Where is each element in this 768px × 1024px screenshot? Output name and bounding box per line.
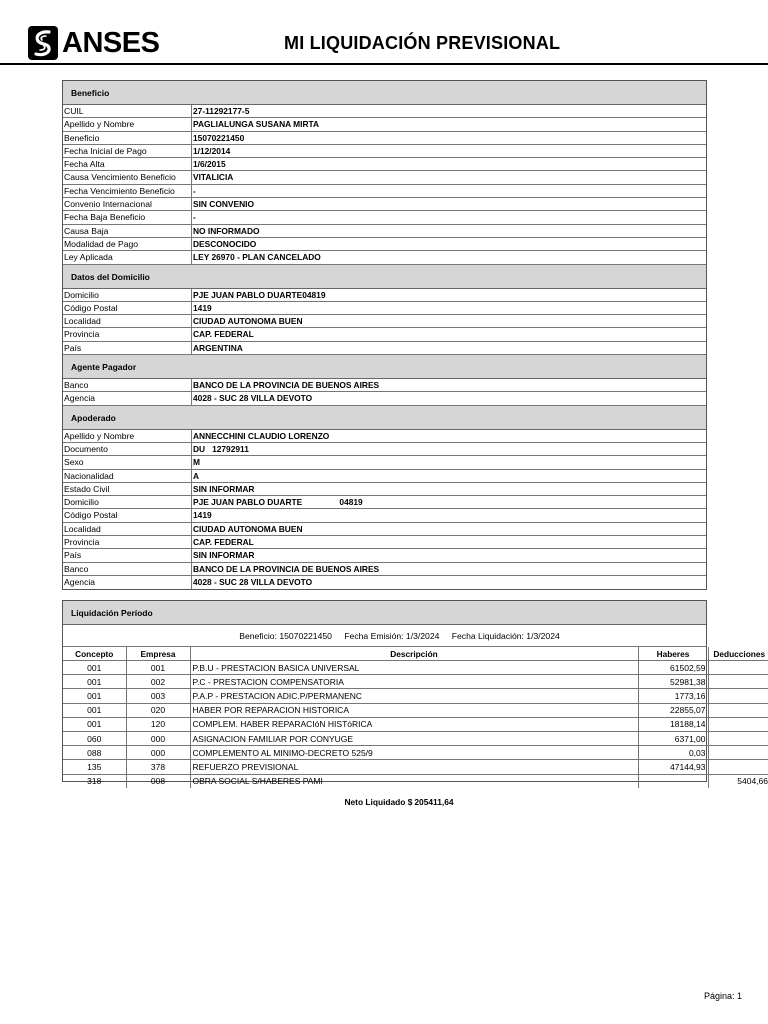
cell-haberes: 6371,00 [638,731,708,745]
cell-empresa: 020 [126,703,190,717]
field-label: Apellido y Nombre [63,118,192,130]
info-row [63,118,706,131]
cell-haberes: 22855,07 [638,703,708,717]
page-header [0,0,768,70]
cell-empresa: 378 [126,760,190,774]
table-row [63,774,768,788]
info-row [63,379,706,392]
field-label: Causa Vencimiento Beneficio [63,171,192,183]
field-label: Sexo [63,456,192,468]
info-row [63,456,706,469]
field-value: SIN CONVENIO [193,199,254,210]
info-row [63,430,706,443]
info-row [63,185,706,198]
section-header: Datos del Domicilio [63,265,706,289]
summary-fecha-emision: Fecha Emisión: 1/3/2024 [344,631,440,641]
field-label: Beneficio [63,132,192,144]
table-row [63,661,768,675]
field-value: BANCO DE LA PROVINCIA DE BUENOS AIRES [193,380,380,391]
cell-descripcion: COMPLEMENTO AL MINIMO-DECRETO 525/9 [190,746,638,760]
field-value: CIUDAD AUTONOMA BUEN [193,316,303,327]
cell-concepto: 001 [63,689,126,703]
cell-empresa: 002 [126,675,190,689]
section-header: Apoderado [63,406,706,430]
field-label: Fecha Alta [63,158,192,170]
field-value: 27-11292177-5 [193,106,250,116]
cell-deducciones [708,689,768,703]
cell-concepto: 001 [63,675,126,689]
section-header-liquidacion: Liquidación Período [63,601,706,625]
field-value: 1/12/2014 [193,145,231,156]
page-number: Página: 1 [703,991,742,1001]
cell-deducciones [708,746,768,760]
field-value: DESCONOCIDO [193,238,257,249]
info-row [63,198,706,211]
info-row [63,145,706,158]
cell-concepto: 060 [63,731,126,745]
table-row [63,760,768,774]
field-label: Fecha Vencimiento Beneficio [63,185,192,197]
anses-logo-icon [28,26,58,60]
info-row [63,289,706,302]
cell-haberes [638,774,708,788]
col-header-empresa: Empresa [126,647,190,661]
table-row [63,689,768,703]
field-value: 4028 - SUC 28 VILLA DEVOTO [193,393,313,404]
summary-fecha-liquidacion: Fecha Liquidación: 1/3/2024 [451,631,560,641]
field-value: VITALICIA [193,172,234,183]
header-divider [0,63,768,65]
cell-concepto: 001 [63,661,126,675]
col-header-deducciones: Deducciones [708,647,768,661]
info-row [63,563,706,576]
info-row [63,523,706,536]
field-label: Ley Aplicada [63,251,192,263]
logo-text: ANSES [62,27,160,59]
field-label: Código Postal [63,302,192,314]
cell-deducciones [708,731,768,745]
info-row [63,342,706,355]
cell-concepto: 088 [63,746,126,760]
field-label: Localidad [63,523,192,535]
field-label: País [63,549,192,561]
page-title: MI LIQUIDACIÓN PREVISIONAL [284,33,561,53]
field-value: 15070221450 [193,132,245,143]
field-label: Modalidad de Pago [63,238,192,250]
field-label: Banco [63,379,192,391]
field-label: Localidad [63,315,192,327]
field-value: PJE JUAN PABLO DUARTE 04819 [193,497,363,508]
info-row [63,549,706,562]
col-header-descripcion: Descripción [190,647,638,661]
field-value: 4028 - SUC 28 VILLA DEVOTO [193,576,313,587]
field-value: 1/6/2015 [193,159,226,170]
info-row [63,225,706,238]
neto-liquidado [0,797,768,807]
field-value: - [193,212,196,223]
col-header-haberes: Haberes [638,647,708,661]
field-value: BANCO DE LA PROVINCIA DE BUENOS AIRES [193,563,380,574]
field-value: ANNECCHINI CLAUDIO LORENZO [193,430,330,441]
field-label: Fecha Baja Beneficio [63,211,192,223]
info-row [63,251,706,264]
info-row [63,328,706,341]
field-label: Domicilio [63,289,192,301]
cell-descripcion: P.B.U - PRESTACION BASICA UNIVERSAL [190,661,638,675]
cell-descripcion: HABER POR REPARACION HISTORICA [190,703,638,717]
field-value: SIN INFORMAR [193,483,255,494]
info-row [63,211,706,224]
table-row [63,675,768,689]
info-row [63,171,706,184]
info-row [63,238,706,251]
field-label: Convenio Internacional [63,198,192,210]
liquidation-summary [63,625,706,647]
info-row [63,496,706,509]
cell-descripcion: P.A.P - PRESTACION ADIC.P/PERMANENC [190,689,638,703]
field-value: CAP. FEDERAL [193,329,254,340]
table-row [63,703,768,717]
field-value: NO INFORMADO [193,225,260,236]
liquidation-panel [62,600,768,787]
section-header: Agente Pagador [63,355,706,379]
field-label: Apellido y Nombre [63,430,192,442]
info-row [63,105,706,118]
cell-empresa: 120 [126,717,190,731]
field-value: M [193,457,200,468]
section-header: Beneficio [63,81,706,105]
cell-empresa: 000 [126,731,190,745]
cell-concepto: 318 [63,774,126,788]
field-value: 1419 [193,302,212,313]
cell-haberes: 47144,93 [638,760,708,774]
cell-descripcion: COMPLEM. HABER REPARACIóN HISTóRICA [190,717,638,731]
field-label: País [63,342,192,354]
info-row [63,158,706,171]
anses-logo [28,26,159,60]
table-row [63,731,768,745]
field-label: Banco [63,563,192,575]
info-row [63,302,706,315]
col-header-concepto: Concepto [63,647,126,661]
field-value: PJE JUAN PABLO DUARTE04819 [193,289,326,300]
field-value: CIUDAD AUTONOMA BUEN [193,523,303,534]
field-value: LEY 26970 - PLAN CANCELADO [193,252,321,263]
cell-deducciones: 5404,66 [737,776,768,787]
cell-descripcion: REFUERZO PREVISIONAL [190,760,638,774]
cell-empresa: 008 [126,774,190,788]
cell-deducciones [708,760,768,774]
liquidation-table-body [63,661,768,788]
field-label: Nacionalidad [63,470,192,482]
info-row [63,509,706,522]
field-label: Provincia [63,536,192,548]
neto-label: Neto Liquidado $ [344,797,413,807]
field-value: - [193,185,196,196]
liquidation-table [63,647,768,788]
field-value: A [193,470,200,481]
info-row [63,576,706,589]
cell-deducciones [708,675,768,689]
field-label: Agencia [63,392,192,404]
table-header-row [63,647,768,661]
cell-haberes: 0,03 [638,746,708,760]
cell-concepto: 001 [63,703,126,717]
field-value: DU 12792911 [193,443,249,454]
table-row [63,746,768,760]
field-value: 1419 [193,510,212,521]
cell-empresa: 003 [126,689,190,703]
cell-haberes: 18188,14 [638,717,708,731]
field-value: PAGLIALUNGA SUSANA MIRTA [193,119,320,130]
neto-value: 205411,64 [414,797,454,807]
cell-empresa: 000 [126,746,190,760]
cell-descripcion: ASIGNACION FAMILIAR POR CONYUGE [190,731,638,745]
field-label: Estado Civil [63,483,192,495]
info-row [63,470,706,483]
field-value: SIN INFORMAR [193,550,255,561]
field-label: Código Postal [63,509,192,521]
cell-deducciones [708,661,768,675]
summary-beneficio: Beneficio: 15070221450 [239,631,332,641]
cell-descripcion: P.C - PRESTACION COMPENSATORIA [190,675,638,689]
cell-descripcion: OBRA SOCIAL S/HABERES PAMI [190,774,638,788]
beneficiary-info-panel [62,80,707,590]
field-label: Agencia [63,576,192,589]
info-row [63,536,706,549]
cell-concepto: 001 [63,717,126,731]
cell-deducciones [708,703,768,717]
field-label: Domicilio [63,496,192,508]
table-row [63,717,768,731]
field-label: Provincia [63,328,192,340]
cell-haberes: 52981,38 [638,675,708,689]
info-row [63,483,706,496]
field-label: Causa Baja [63,225,192,237]
info-row [63,392,706,405]
field-label: Fecha Inicial de Pago [63,145,192,157]
info-row [63,443,706,456]
cell-haberes: 61502,59 [638,661,708,675]
field-label: CUIL [63,105,192,117]
cell-empresa: 001 [126,661,190,675]
cell-haberes: 1773,16 [638,689,708,703]
field-value: CAP. FEDERAL [193,537,254,548]
cell-concepto: 135 [63,760,126,774]
field-label: Documento [63,443,192,455]
cell-deducciones [708,717,768,731]
field-value: ARGENTINA [193,342,243,353]
info-row [63,315,706,328]
info-row [63,132,706,145]
